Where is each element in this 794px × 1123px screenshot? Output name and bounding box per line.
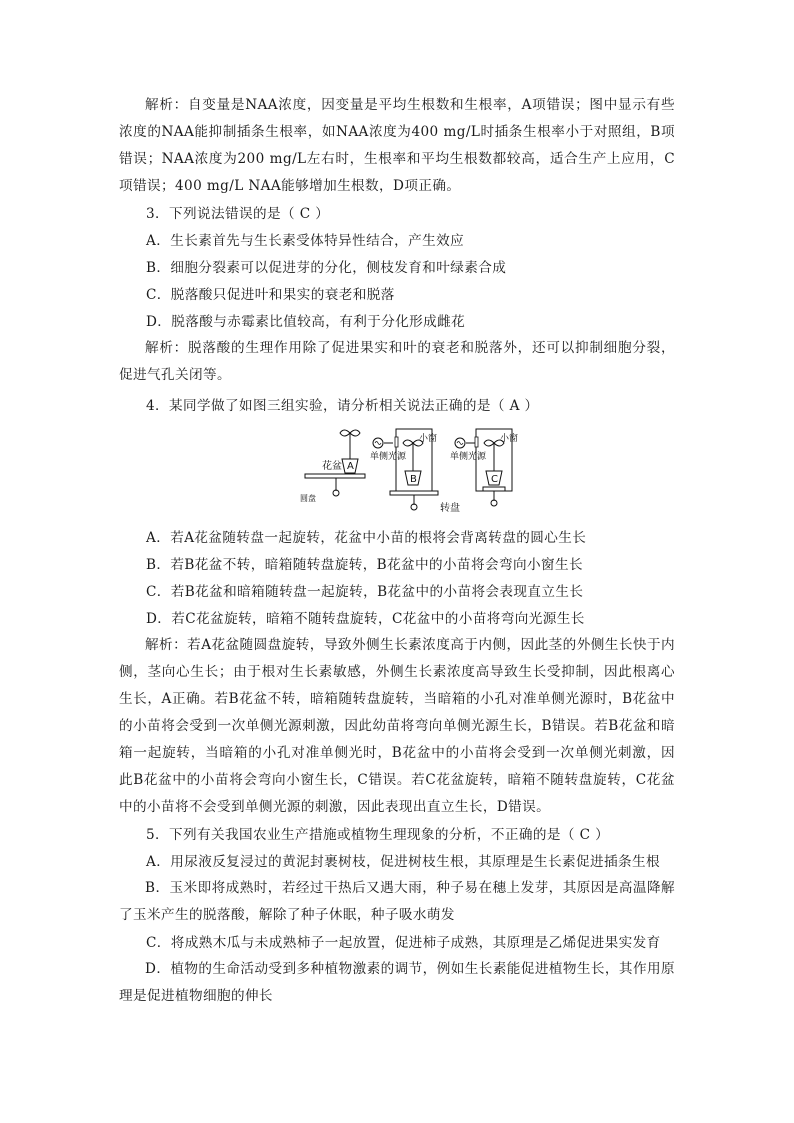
flowerpot-label: 花盆 (322, 461, 342, 472)
turntable-label: 转盘 (440, 503, 460, 514)
q4-option-c: C．若B花盆和暗箱随转盘一起旋转，B花盆中的小苗将会表现直立生长 (146, 584, 584, 600)
q5-option-c: C．将成熟木瓜与未成熟柿子一起放置，促进柿子成熟，其原理是乙烯促进果实发育 (146, 935, 661, 951)
q5-stem: 5．下列有关我国农业生产措施或植物生理现象的分析，不正确的是（ C ） (146, 827, 610, 843)
q3-option-b: B．细胞分裂素可以促进芽的分化，侧枝发育和叶绿素合成 (146, 260, 507, 276)
setup-c (440, 429, 518, 514)
light-source-label-1: 单侧光源 (370, 452, 407, 462)
q5-option-a: A．用尿液反复浸过的黄泥封裹树枝，促进树枝生根，其原理是生长素促进插条生根 (146, 854, 660, 870)
q2-analysis: 解析：自变量是NAA浓度，因变量是平均生根数和生根率，A项错误；图中显示有些浓度的NAA能抑制插条生根率，如NAA浓度为400 mg/L时插条生根率小于对照组，B项错误；NAA浓度为200 mg/L左右时，生根率和平均生根数都较高，适合生产上应用，C项错误；400 mg/L NAA能够增加生根数，D项正确。 (119, 97, 675, 194)
window-label-2: 小窗 (500, 434, 519, 444)
q5-option-d: D．植物的生命活动受到多种植物激素的调节，例如生长素能促进植物生长，其作用原理是促进植物细胞的伸长 (119, 961, 675, 1004)
setup-a (300, 430, 365, 503)
experiment-figure (300, 425, 540, 515)
q3-option-a: A．生长素首先与生长素受体特异性结合，产生效应 (146, 233, 465, 249)
q4-option-d: D．若C花盆旋转，暗箱不随转盘旋转，C花盆中的小苗将弯向光源生长 (146, 611, 585, 627)
window-label-1: 小窗 (419, 434, 438, 444)
q3-option-c: C．脱落酸只促进叶和果实的衰老和脱落 (146, 287, 395, 303)
q4-option-a: A．若A花盆随转盘一起旋转，花盆中小苗的根将会背离转盘的圆心生长 (146, 530, 587, 546)
setup-b (370, 429, 438, 510)
disc-label: 圆盘 (300, 494, 316, 503)
q3-option-d: D．脱落酸与赤霉素比值较高，有利于分化形成雌花 (146, 314, 466, 330)
light-source-label-2: 单侧光源 (450, 452, 487, 462)
pot-b-label: B (410, 474, 417, 485)
pot-a-label: A (347, 461, 354, 472)
q3-analysis: 解析：脱落酸的生理作用除了促进果实和叶的衰老和脱落外，还可以抑制细胞分裂，促进气孔关闭等。 (119, 340, 675, 383)
q3-stem: 3．下列说法错误的是（ C ） (146, 206, 330, 222)
pot-c-label: C (491, 474, 498, 485)
q5-option-b: B．玉米即将成熟时，若经过干热后又遇大雨，种子易在穗上发芽，其原因是高温降解了玉米产生的脱落酸，解除了种子休眠，种子吸水萌发 (119, 880, 675, 923)
q4-option-b: B．若B花盆不转，暗箱随转盘旋转，B花盆中的小苗将会弯向小窗生长 (146, 557, 583, 573)
q4-analysis: 解析：若A花盆随圆盘旋转，导致外侧生长素浓度高于内侧，因此茎的外侧生长快于内侧，茎向心生长；由于根对生长素敏感，外侧生长素浓度高导致生长受抑制，因此根离心生长，A正确。若B花盆不转，暗箱随转盘旋转，当暗箱的小孔对准单侧光源时，B花盆中的小苗将会受到一次单侧光源刺激，因此幼苗将弯向单侧光源生长，B错误。若B花盆和暗箱一起旋转，当暗箱的小孔对准单侧光时，B花盆中的小苗将会受到一次单侧光刺激，因此B花盆中的小苗将会弯向小窗生长，C错误。若C花盆旋转，暗箱不随转盘旋转，C花盆中的小苗将不会受到单侧光源的刺激，因此表现出直立生长，D错误。 (119, 637, 675, 815)
q4-stem: 4．某同学做了如图三组实验，请分析相关说法正确的是（ A ） (146, 398, 539, 414)
